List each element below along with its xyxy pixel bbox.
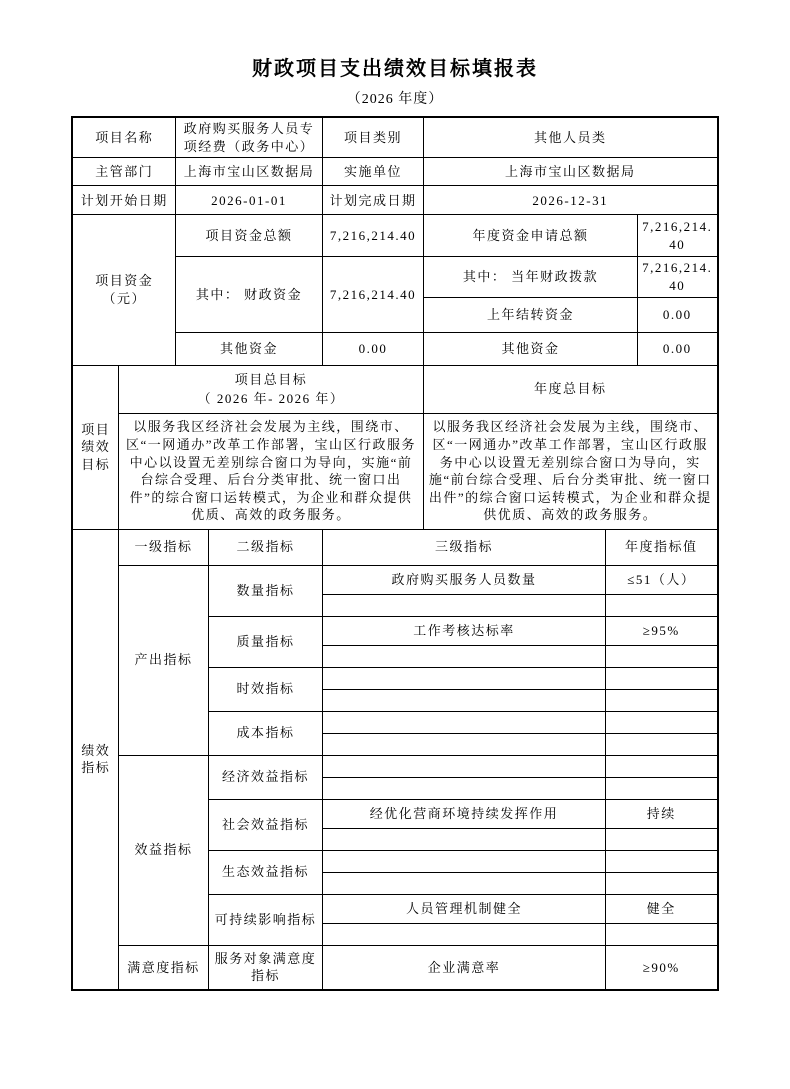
other-funds-left-label: 其他资金 <box>175 332 322 365</box>
indicators-section-label: 绩效指标 <box>72 529 118 990</box>
level2-sustainable: 可持续影响指标 <box>208 894 322 945</box>
row-indicator-headers <box>72 529 717 565</box>
goals-section-label: 项目绩效目标 <box>72 365 118 529</box>
empty-cell <box>606 594 718 616</box>
level2-ecological: 生态效益指标 <box>208 850 322 894</box>
indicator-value: 健全 <box>606 894 718 923</box>
empty-cell <box>323 667 606 689</box>
indicator-name: 工作考核达标率 <box>323 616 606 645</box>
carryover-value: 0.00 <box>638 297 718 332</box>
empty-cell <box>323 872 606 894</box>
overall-goal-text: 以服务我区经济社会发展为主线，围绕市、区“一网通办”改革工作部署，宝山区行政服务中心以设置无差别综合窗口为导向，实施“前台综合受理、后台分类审批、统一窗口出件”的综合窗口运转模式，为企业和群众提供优质、高效的政务服务。 <box>118 413 423 529</box>
level1-benefit: 效益指标 <box>118 755 208 945</box>
row-satisfaction <box>72 945 717 990</box>
level2-quality: 质量指标 <box>208 616 322 667</box>
fiscal-funds-label: 其中： 财政资金 <box>175 257 322 332</box>
dept-label: 主管部门 <box>72 158 175 186</box>
current-year-appropriation-value: 7,216,214.40 <box>638 257 718 297</box>
fiscal-funds-value: 7,216,214.40 <box>323 257 424 332</box>
indicator-value: 持续 <box>606 799 718 828</box>
empty-cell <box>606 689 718 711</box>
empty-cell <box>606 923 718 945</box>
funding-total-label: 项目资金总额 <box>175 215 322 257</box>
empty-cell <box>606 667 718 689</box>
empty-cell <box>606 711 718 733</box>
overall-goal-header-line2: （ 2026 年- 2026 年） <box>197 391 345 407</box>
overall-goal-header-line1: 项目总目标 <box>234 371 308 387</box>
empty-cell <box>606 645 718 667</box>
current-year-appropriation-label: 其中： 当年财政拨款 <box>424 257 638 297</box>
empty-cell <box>606 828 718 850</box>
row-goal-texts <box>72 413 717 529</box>
empty-cell <box>606 872 718 894</box>
project-name-value: 政府购买服务人员专项经费（政务中心） <box>175 117 322 158</box>
level1-satisfaction: 满意度指标 <box>118 945 208 990</box>
empty-cell <box>323 733 606 755</box>
end-date-value: 2026-12-31 <box>424 186 718 215</box>
empty-cell <box>323 828 606 850</box>
indicator-name: 经优化营商环境持续发挥作用 <box>323 799 606 828</box>
funding-section-label: 项目资金（元） <box>72 215 175 365</box>
level2-social: 社会效益指标 <box>208 799 322 850</box>
project-type-value: 其他人员类 <box>424 117 718 158</box>
other-funds-left-value: 0.00 <box>323 332 424 365</box>
impl-unit-value: 上海市宝山区数据局 <box>424 158 718 186</box>
annual-goal-header: 年度总目标 <box>424 365 718 413</box>
other-funds-right-value: 0.00 <box>638 332 718 365</box>
row-project-name <box>72 117 717 158</box>
start-date-value: 2026-01-01 <box>175 186 322 215</box>
annual-goal-text: 以服务我区经济社会发展为主线，围绕市、区“一网通办”改革工作部署，宝山区行政服务中心以设置无差别综合窗口为导向，实施“前台综合受理、后台分类审批、统一窗口出件”的综合窗口运转模式，为企业和群众提供优质、高效的政务服务。 <box>424 413 718 529</box>
indicator-name: 人员管理机制健全 <box>323 894 606 923</box>
level2-header: 二级指标 <box>208 529 322 565</box>
page-title: 财政项目支出绩效目标填报表 <box>252 58 538 80</box>
empty-cell <box>323 923 606 945</box>
impl-unit-label: 实施单位 <box>323 158 424 186</box>
level1-output: 产出指标 <box>118 565 208 755</box>
indicator-name: 政府购买服务人员数量 <box>323 565 606 594</box>
project-type-label: 项目类别 <box>323 117 424 158</box>
performance-target-table <box>71 116 718 991</box>
row-funding-total <box>72 215 717 257</box>
annual-value-header: 年度指标值 <box>606 529 718 565</box>
row-goal-headers <box>72 365 717 413</box>
empty-cell <box>323 755 606 777</box>
other-funds-right-label: 其他资金 <box>424 332 638 365</box>
annual-request-label: 年度资金申请总额 <box>424 215 638 257</box>
carryover-label: 上年结转资金 <box>424 297 638 332</box>
level2-quantity: 数量指标 <box>208 565 322 616</box>
level2-service-satisfaction: 服务对象满意度指标 <box>208 945 322 990</box>
funding-total-value: 7,216,214.40 <box>323 215 424 257</box>
indicator-value: ≥90% <box>606 945 718 990</box>
level3-header: 三级指标 <box>323 529 606 565</box>
indicator-name: 企业满意率 <box>323 945 606 990</box>
empty-cell <box>606 777 718 799</box>
project-name-label: 项目名称 <box>72 117 175 158</box>
row-quantity-1 <box>72 565 717 594</box>
dept-value: 上海市宝山区数据局 <box>175 158 322 186</box>
level2-economic: 经济效益指标 <box>208 755 322 799</box>
row-economic-1 <box>72 755 717 777</box>
indicator-value: ≤51（人） <box>606 565 718 594</box>
indicator-value: ≥95% <box>606 616 718 645</box>
level1-header: 一级指标 <box>118 529 208 565</box>
level2-timeliness: 时效指标 <box>208 667 322 711</box>
empty-cell <box>323 777 606 799</box>
empty-cell <box>606 755 718 777</box>
page-subtitle: （2026 年度） <box>346 92 444 107</box>
end-date-label: 计划完成日期 <box>323 186 424 215</box>
level2-cost: 成本指标 <box>208 711 322 755</box>
empty-cell <box>323 689 606 711</box>
empty-cell <box>323 711 606 733</box>
empty-cell <box>606 733 718 755</box>
empty-cell <box>606 850 718 872</box>
annual-request-value: 7,216,214.40 <box>638 215 718 257</box>
empty-cell <box>323 594 606 616</box>
start-date-label: 计划开始日期 <box>72 186 175 215</box>
row-dates <box>72 186 717 215</box>
row-department <box>72 158 717 186</box>
empty-cell <box>323 850 606 872</box>
empty-cell <box>323 645 606 667</box>
overall-goal-header <box>118 365 423 413</box>
